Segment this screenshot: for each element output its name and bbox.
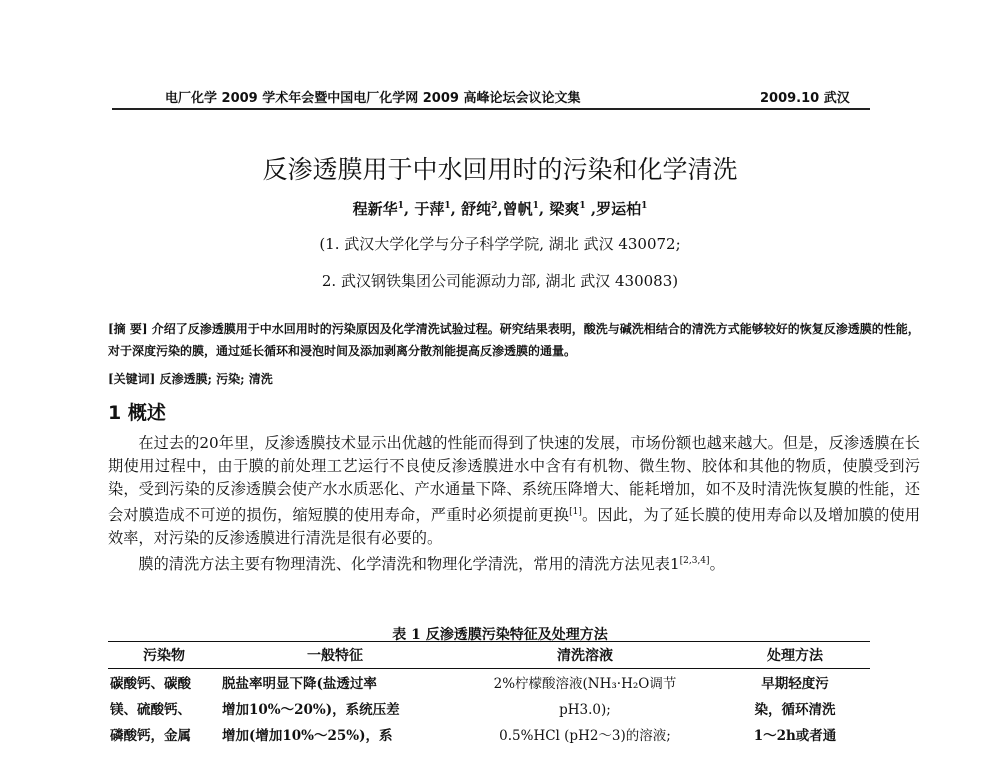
paragraph	[108, 432, 920, 550]
table-cell: 增加(增加10%～25%)，系	[222, 728, 393, 744]
table-cell: 脱盐率明显下降(盐透过率	[222, 676, 377, 692]
author: 梁爽	[549, 200, 580, 218]
section-heading: 1 概述	[108, 402, 166, 424]
paragraph-text: 。因此，为了延长膜的使用寿命以及增加膜的使用效率，对污染的反渗透膜进行清洗是很有必要的。	[108, 506, 921, 548]
table-cell: pH3.0);	[559, 702, 611, 718]
table-cell: 1～2h或者通	[753, 728, 837, 744]
author-mark: 1	[641, 201, 648, 211]
paragraph	[108, 550, 920, 576]
author: 舒纯	[461, 200, 492, 218]
author-mark: 1	[532, 201, 539, 211]
author-mark: 2	[491, 201, 498, 211]
citation: [2,3,4]	[679, 556, 710, 567]
table-header-row	[108, 642, 870, 669]
affiliation-2: 2. 武汉钢铁集团公司能源动力部, 湖北 武汉 430083)	[321, 272, 679, 290]
table-header-cell: 污染物	[108, 642, 220, 669]
table-caption: 表 1 反渗透膜污染特征及处理方法	[392, 627, 608, 643]
pollution-table	[108, 641, 870, 747]
table-cell: 2%柠檬酸溶液(NH₃·H₂O调节	[493, 676, 677, 692]
author: 曾帆	[502, 200, 533, 218]
table-cell: 早期轻度污	[761, 676, 829, 692]
paragraph-text: 。	[709, 555, 725, 574]
table-cell: 磷酸钙，金属	[110, 728, 191, 744]
table-header-cell: 一般特征	[220, 642, 450, 669]
keywords	[108, 370, 273, 387]
paragraph-text: 膜的清洗方法主要有物理清洗、化学清洗和物理化学清洗，常用的清洗方法见表1	[138, 555, 680, 574]
author-mark: 1	[444, 201, 451, 211]
author-list: 程新华$^1$, 于萍$^1$, 舒纯$^2$,曾帆$^1$, 梁爽$^1$ ,罗运柏$^1$	[352, 200, 648, 218]
author: 程新华	[352, 200, 398, 218]
affiliation-1: (1. 武汉大学化学与分子科学学院, 湖北 武汉 430072;	[319, 235, 681, 253]
table-row	[108, 669, 870, 696]
body-text	[108, 432, 920, 576]
keywords-text: 反渗透膜; 污染; 清洗	[159, 372, 273, 386]
table-row	[108, 721, 870, 747]
abstract-label: [摘 要]	[108, 322, 148, 336]
running-header-left: 电厂化学 2009 学术年会暨中国电厂化学网 2009 高峰论坛会议论文集	[165, 91, 581, 106]
author-mark: 1	[397, 201, 404, 211]
table-cell: 碳酸钙、碳酸	[110, 676, 191, 692]
author-mark: 1	[579, 201, 586, 211]
author: 于萍	[414, 200, 445, 218]
table-cell: 0.5%HCl (pH2～3)的溶液;	[499, 728, 671, 744]
abstract	[108, 318, 920, 362]
table-row	[108, 695, 870, 721]
table-cell: 镁、硫酸钙、	[110, 702, 191, 718]
paragraph-text: 在过去的20年里，反渗透膜技术显示出优越的性能而得到了快速的发展，市场份额也越来越大。但是，反渗透膜在长期使用过程中，由于膜的前处理工艺运行不良使反渗透膜进水中含有有机物、微生物、胶体和其他的物质，使膜受到污染，受到污染的反渗透膜会使产水水质恶化、产水通量下降、系统压降增大、能耗增加，如不及时清洗恢复膜的性能，还会对膜造成不可逆的损伤，缩短膜的使用寿命，严重时必须提前更换	[108, 434, 920, 525]
abstract-text: 介绍了反渗透膜用于中水回用时的污染原因及化学清洗试验过程。研究结果表明，酸洗与碱洗相结合的清洗方式能够较好的恢复反渗透膜的性能，对于深度污染的膜，通过延长循环和浸泡时间及添加剥离分散剂能提高反渗透膜的通量。	[108, 322, 920, 358]
citation: [1]	[569, 507, 582, 517]
paper-title: 反渗透膜用于中水回用时的污染和化学清洗	[262, 155, 738, 184]
table-cell: 增加10%～20%)，系统压差	[222, 702, 400, 718]
table-container	[108, 641, 870, 747]
header-rule	[112, 108, 870, 110]
table-header-cell: 处理方法	[720, 642, 870, 669]
table-header-cell: 清洗溶液	[450, 642, 720, 669]
author: 罗运柏	[596, 200, 642, 218]
keywords-label: [关键词]	[108, 372, 156, 386]
table-cell: 染，循环清洗	[754, 702, 836, 718]
running-header-right: 2009.10 武汉	[760, 91, 850, 106]
